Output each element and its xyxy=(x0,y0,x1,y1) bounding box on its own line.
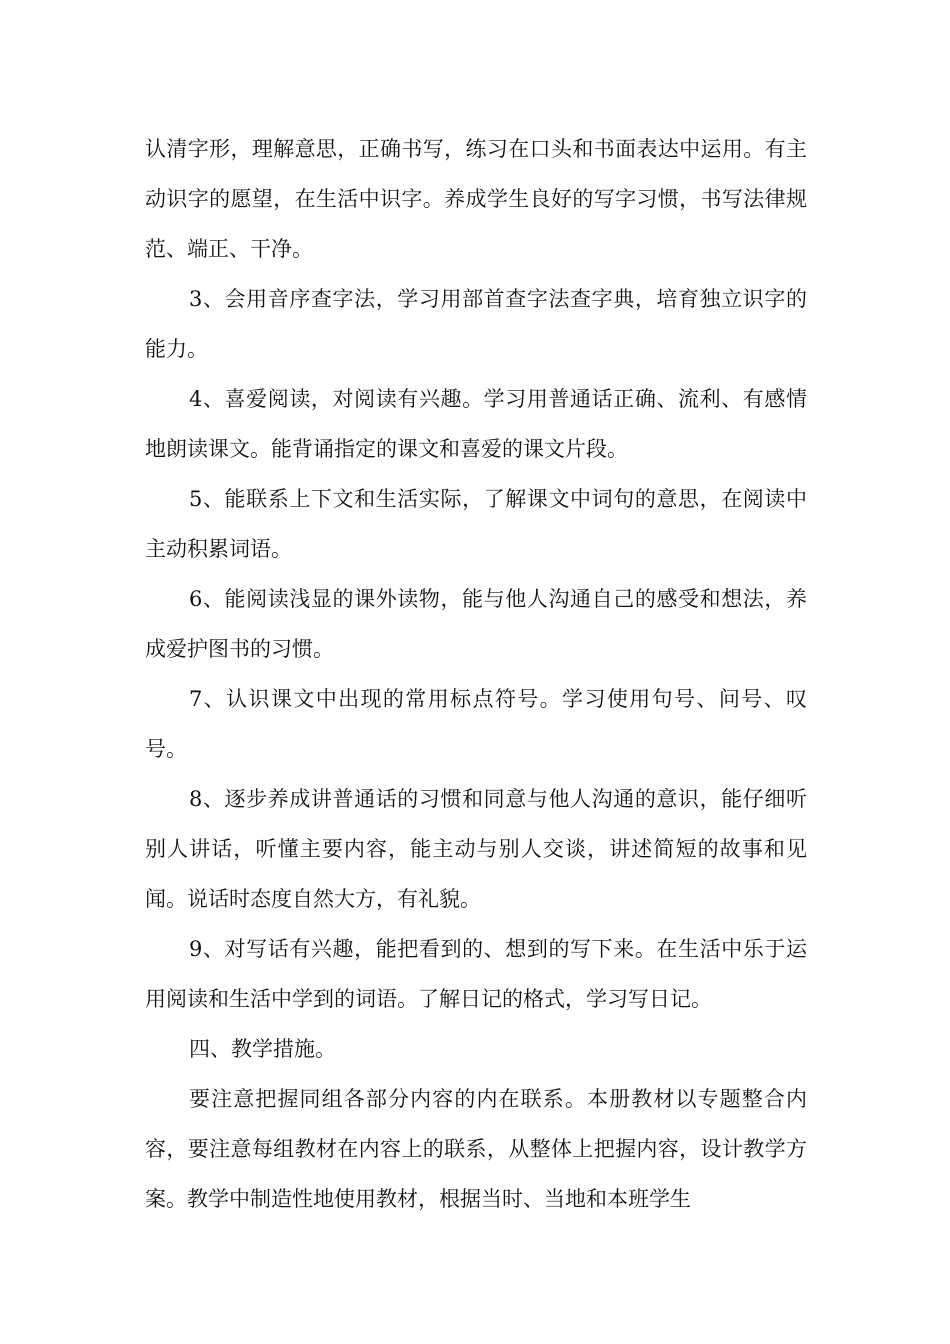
paragraph-7: 8、逐步养成讲普通话的习惯和同意与他人沟通的意识，能仔细听别人讲话，听懂主要内容，能主动与别人交谈，讲述简短的故事和见闻。说话时态度自然大方，有礼貌。 xyxy=(145,787,807,911)
paragraph-2: 3、会用音序查字法，学习用部首查字法查字典，培育独立识字的能力。 xyxy=(145,287,807,361)
paragraph-4: 5、能联系上下文和生活实际，了解课文中词句的意思，在阅读中主动积累词语。 xyxy=(145,487,807,561)
document-body xyxy=(145,124,807,1224)
paragraph-6: 7、认识课文中出现的常用标点符号。学习使用句号、问号、叹号。 xyxy=(145,687,807,761)
paragraph-5: 6、能阅读浅显的课外读物，能与他人沟通自己的感受和想法，养成爱护图书的习惯。 xyxy=(145,587,807,661)
paragraph-1: 认清字形，理解意思，正确书写，练习在口头和书面表达中运用。有主动识字的愿望，在生活中识字。养成学生良好的写字习惯，书写法律规范、端正、干净。 xyxy=(145,137,807,261)
section-heading: 四、教学措施。 xyxy=(189,1037,336,1061)
paragraph-8: 9、对写话有兴趣，能把看到的、想到的写下来。在生活中乐于运用阅读和生活中学到的词语。了解日记的格式，学习写日记。 xyxy=(145,937,807,1011)
paragraph-3: 4、喜爱阅读，对阅读有兴趣。学习用普通话正确、流利、有感情地朗读课文。能背诵指定的课文和喜爱的课文片段。 xyxy=(145,387,807,461)
paragraph-9: 要注意把握同组各部分内容的内在联系。本册教材以专题整合内容，要注意每组教材在内容上的联系，从整体上把握内容，设计教学方案。教学中制造性地使用教材，根据当时、当地和本班学生 xyxy=(145,1087,807,1211)
